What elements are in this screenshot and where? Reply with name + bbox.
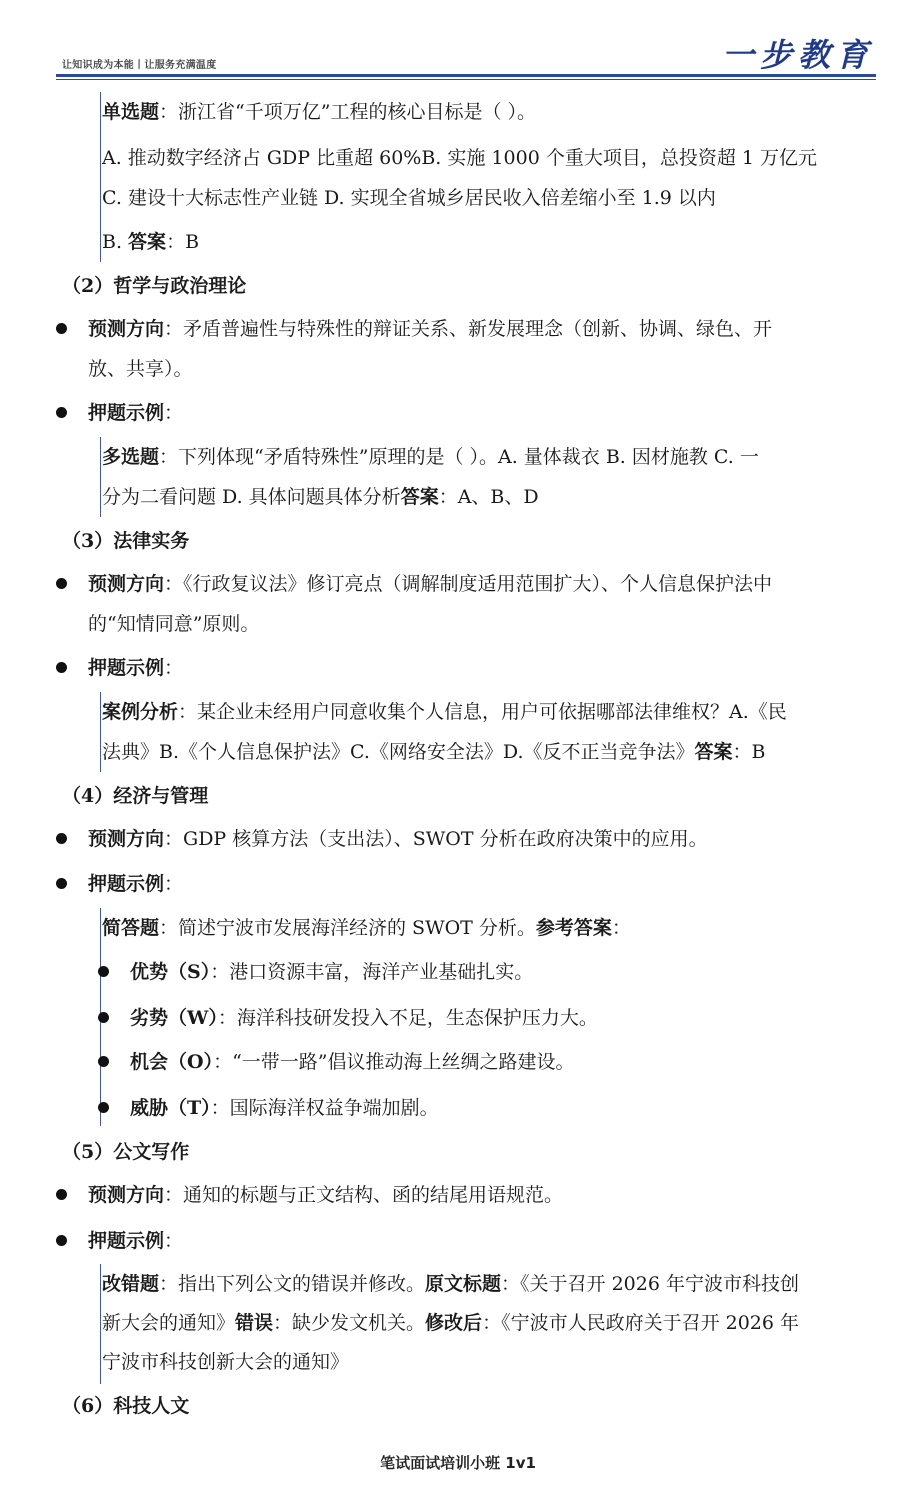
sec4-example-label: 押题示例	[88, 873, 165, 895]
swot-item-s	[130, 952, 533, 992]
header-slogan: 让知识成为本能丨让服务充满温度	[62, 60, 217, 71]
sec2-example-colon: ：	[164, 402, 184, 424]
bullet-icon	[56, 833, 67, 844]
q1-stem	[102, 92, 536, 132]
sec3-example	[88, 648, 183, 688]
page-footer: 笔试面试培训小班 1v1	[380, 1454, 536, 1472]
sec4-example-colon: ：	[164, 873, 184, 895]
sec2-predict-label: 预测方向	[88, 318, 165, 340]
sec2-example-label: 押题示例	[88, 402, 165, 424]
sec5-err-text: ：缺少发文机关。	[273, 1312, 426, 1334]
swot-item-w	[130, 998, 598, 1038]
sec2-predict	[88, 309, 772, 349]
q1-answer-value: ：B	[166, 231, 200, 253]
section-title-5: （5）公文写作	[62, 1141, 190, 1163]
sec5-line2-text: 新大会的通知》	[102, 1312, 236, 1334]
sec2-predict-cont: 放、共享）。	[88, 358, 193, 380]
sec3-predict-cont: 的“知情同意”原则。	[88, 613, 260, 635]
sec2-answer-label: 答案	[400, 486, 439, 508]
sec3-question-line1	[102, 692, 787, 732]
question-block-sec5	[100, 1264, 101, 1384]
sec4-q-text: ：简述宁波市发展海洋经济的 SWOT 分析。	[159, 917, 536, 939]
sec2-q-text2: 分为二看问题 D. 具体问题具体分析	[102, 486, 401, 508]
sec4-predict-label: 预测方向	[88, 828, 165, 850]
swot-text: ：“一带一路”倡议推动海上丝绸之路建设。	[213, 1051, 575, 1073]
header-rule-thin	[56, 79, 876, 80]
sec3-example-label: 押题示例	[88, 657, 165, 679]
header-rule	[56, 74, 876, 77]
sec3-predict	[88, 564, 772, 604]
q1-label: 单选题	[102, 101, 160, 123]
sec3-example-colon: ：	[164, 657, 184, 679]
sec2-q-label: 多选题	[102, 446, 160, 468]
bullet-icon	[56, 1189, 67, 1200]
sec5-question-line2	[102, 1303, 799, 1343]
q1-answer-label: 答案	[128, 231, 167, 253]
bullet-icon	[98, 1012, 109, 1023]
bullet-icon	[56, 878, 67, 889]
sec3-q-text2: 法典》B.《个人信息保护法》C.《网络安全法》D.《反不正当竞争法》	[102, 741, 695, 763]
sec5-err-label: 错误	[235, 1312, 274, 1334]
sec2-q-text: ：下列体现“矛盾特殊性”原理的是（ ）。A. 量体裁衣 B. 因材施教 C. 一	[159, 446, 759, 468]
question-block-q1	[100, 92, 101, 262]
bullet-icon	[98, 966, 109, 977]
bullet-icon	[56, 1235, 67, 1246]
section-title-2: （2）哲学与政治理论	[62, 275, 247, 297]
swot-text: ：海洋科技研发投入不足，生态保护压力大。	[217, 1007, 598, 1029]
question-block-sec2	[100, 437, 101, 517]
bullet-icon	[56, 323, 67, 334]
sec3-answer-label: 答案	[694, 741, 733, 763]
swot-item-o	[130, 1042, 575, 1082]
sec4-question	[102, 908, 631, 948]
q1-answer	[102, 222, 199, 262]
sec3-q-text: ：某企业未经用户同意收集个人信息，用户可依据哪部法律维权？A.《民	[178, 701, 787, 723]
sec3-predict-label: 预测方向	[88, 573, 165, 595]
sec4-ref-label: 参考答案	[535, 917, 612, 939]
sec5-fix-label: 修改后	[425, 1312, 483, 1334]
sec5-predict-text: ：通知的标题与正文结构、函的结尾用语规范。	[164, 1184, 564, 1206]
sec5-q-text: ：指出下列公文的错误并修改。	[159, 1273, 426, 1295]
sec4-predict-text: ：GDP 核算方法（支出法）、SWOT 分析在政府决策中的应用。	[164, 828, 708, 850]
sec3-q-label: 案例分析	[102, 701, 179, 723]
bullet-icon	[98, 1056, 109, 1067]
swot-label: 机会（O）	[130, 1051, 214, 1073]
sec2-example	[88, 393, 183, 433]
sec5-question-line1	[102, 1264, 799, 1304]
sec4-ref-colon: ：	[611, 917, 631, 939]
sec2-question-line1	[102, 437, 759, 477]
sec5-example	[88, 1221, 183, 1261]
sec2-predict-text: ：矛盾普遍性与特殊性的辩证关系、新发展理念（创新、协调、绿色、开	[164, 318, 773, 340]
sec3-predict-text: ：《行政复议法》修订亮点（调解制度适用范围扩大）、个人信息保护法中	[164, 573, 773, 595]
sec2-answer-value: ：A、B、D	[438, 486, 539, 508]
swot-label: 劣势（W）	[130, 1007, 218, 1029]
q1-text: ：浙江省“千项万亿”工程的核心目标是（ ）。	[159, 101, 536, 123]
sec5-orig-label: 原文标题	[425, 1273, 502, 1295]
swot-label: 优势（S）	[130, 961, 211, 983]
swot-text: ：港口资源丰富，海洋产业基础扎实。	[210, 961, 534, 983]
sec5-orig-text: ：《关于召开 2026 年宁波市科技创	[501, 1273, 799, 1295]
sec3-answer-value: ：B	[732, 741, 766, 763]
sec5-question-line3: 宁波市科技创新大会的通知》	[102, 1351, 350, 1373]
swot-label: 威胁（T）	[130, 1097, 211, 1119]
section-title-4: （4）经济与管理	[62, 785, 209, 807]
section-title-6: （6）科技人文	[62, 1395, 190, 1417]
sec4-q-label: 简答题	[102, 917, 160, 939]
sec2-question-line2	[102, 477, 539, 517]
sec5-example-label: 押题示例	[88, 1230, 165, 1252]
sec3-question-line2	[102, 732, 765, 772]
sec5-predict	[88, 1175, 563, 1215]
swot-text: ：国际海洋权益争端加剧。	[210, 1097, 439, 1119]
question-block-sec3	[100, 692, 101, 772]
q1-option-cd: C. 建设十大标志性产业链 D. 实现全省城乡居民收入倍差缩小至 1.9 以内	[102, 187, 716, 209]
bullet-icon	[56, 578, 67, 589]
sec5-fix-text: ：《宁波市人民政府关于召开 2026 年	[482, 1312, 799, 1334]
q1-answer-prefix: B.	[102, 231, 129, 253]
bullet-icon	[56, 407, 67, 418]
sec4-example	[88, 864, 183, 904]
bullet-icon	[98, 1102, 109, 1113]
swot-item-t	[130, 1088, 439, 1128]
sec5-predict-label: 预测方向	[88, 1184, 165, 1206]
sec5-example-colon: ：	[164, 1230, 184, 1252]
sec5-q-label: 改错题	[102, 1273, 160, 1295]
q1-option-ab: A. 推动数字经济占 GDP 比重超 60%B. 实施 1000 个重大项目，总投资超 1 万亿元	[102, 147, 817, 169]
bullet-icon	[56, 662, 67, 673]
brand-logo: 一步教育	[722, 36, 875, 74]
section-title-3: （3）法律实务	[62, 530, 190, 552]
sec4-predict	[88, 819, 708, 859]
